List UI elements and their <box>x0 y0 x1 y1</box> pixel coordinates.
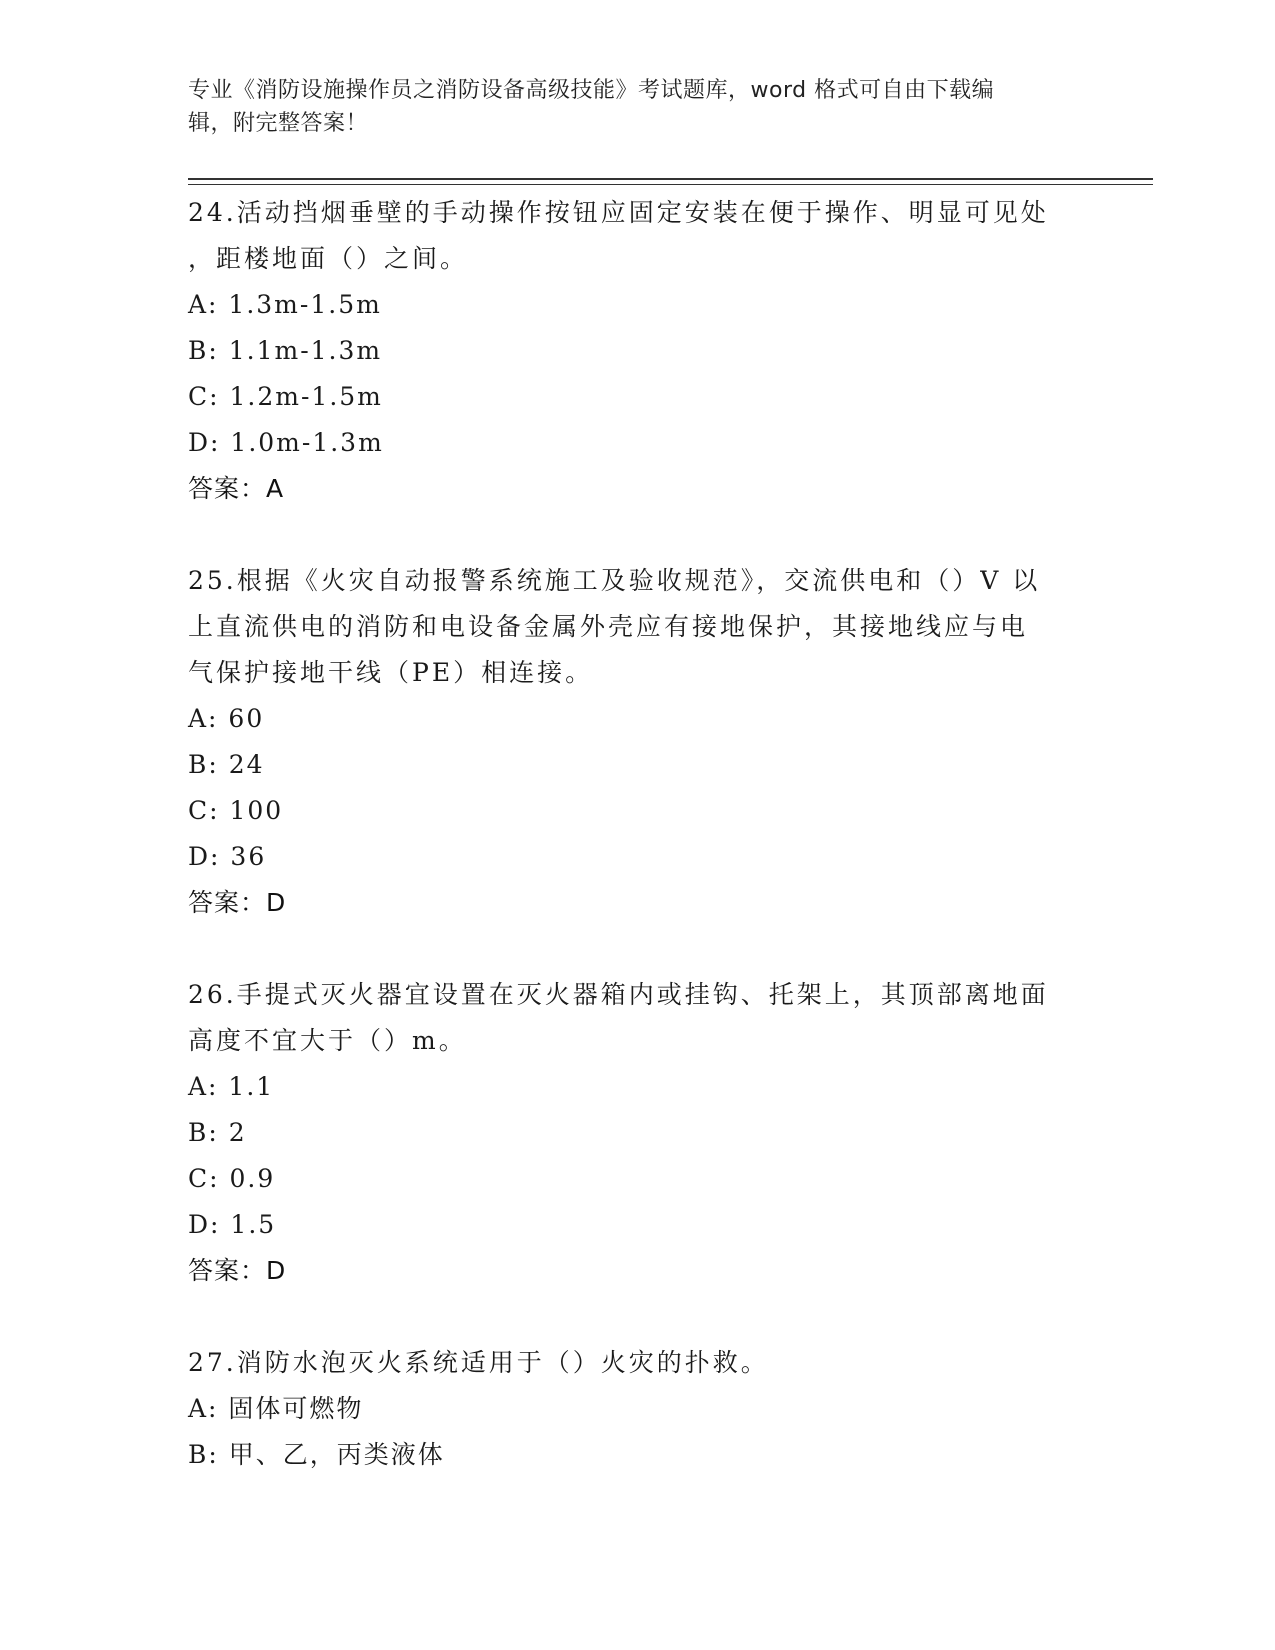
option-b: B: 1.1m-1.3m <box>188 336 383 365</box>
question-line: ，距楼地面（）之间。 <box>188 244 469 273</box>
option-c: C: 0.9 <box>188 1164 276 1193</box>
answer: 答案：A <box>188 474 285 503</box>
question-list <box>188 190 1088 1524</box>
answer: 答案：D <box>188 1256 287 1285</box>
question-text <box>188 972 1088 1064</box>
question-27 <box>188 1340 1088 1478</box>
option-c: C: 1.2m-1.5m <box>188 382 383 411</box>
option-b: B: 24 <box>188 750 265 779</box>
question-line: 24.活动挡烟垂壁的手动操作按钮应固定安装在便于操作、明显可见处 <box>188 198 1049 227</box>
question-text <box>188 190 1088 282</box>
question-line: 上直流供电的消防和电设备金属外壳应有接地保护，其接地线应与电 <box>188 612 1029 641</box>
header-line-1: 专业《消防设施操作员之消防设备高级技能》考试题库，word 格式可自由下载编 <box>188 78 995 103</box>
question-line: 26.手提式灭火器宜设置在灭火器箱内或挂钩、托架上，其顶部离地面 <box>188 980 1049 1009</box>
question-text <box>188 558 1088 696</box>
option-a: A: 固体可燃物 <box>188 1394 364 1423</box>
option-d: D: 1.0m-1.3m <box>188 428 384 457</box>
question-text <box>188 1340 1088 1386</box>
option-d: D: 36 <box>188 842 267 871</box>
answer: 答案：D <box>188 888 287 917</box>
option-a: A: 60 <box>188 704 265 733</box>
option-c: C: 100 <box>188 796 284 825</box>
option-d: D: 1.5 <box>188 1210 277 1239</box>
header-line-2: 辑，附完整答案！ <box>188 111 369 136</box>
option-b: B: 甲、乙，丙类液体 <box>188 1440 445 1469</box>
question-line: 27.消防水泡灭火系统适用于（）火灾的扑救。 <box>188 1348 769 1377</box>
option-a: A: 1.3m-1.5m <box>188 290 382 319</box>
document-header <box>188 74 1088 140</box>
question-24 <box>188 190 1088 512</box>
question-line: 高度不宜大于（）m。 <box>188 1026 467 1055</box>
option-b: B: 2 <box>188 1118 247 1147</box>
option-a: A: 1.1 <box>188 1072 275 1101</box>
question-25 <box>188 558 1088 926</box>
question-26 <box>188 972 1088 1294</box>
question-line: 气保护接地干线（PE）相连接。 <box>188 658 594 687</box>
question-line: 25.根据《火灾自动报警系统施工及验收规范》，交流供电和（）V 以 <box>188 566 1041 595</box>
header-divider-thin <box>188 184 1153 185</box>
header-divider-thick <box>188 178 1153 180</box>
